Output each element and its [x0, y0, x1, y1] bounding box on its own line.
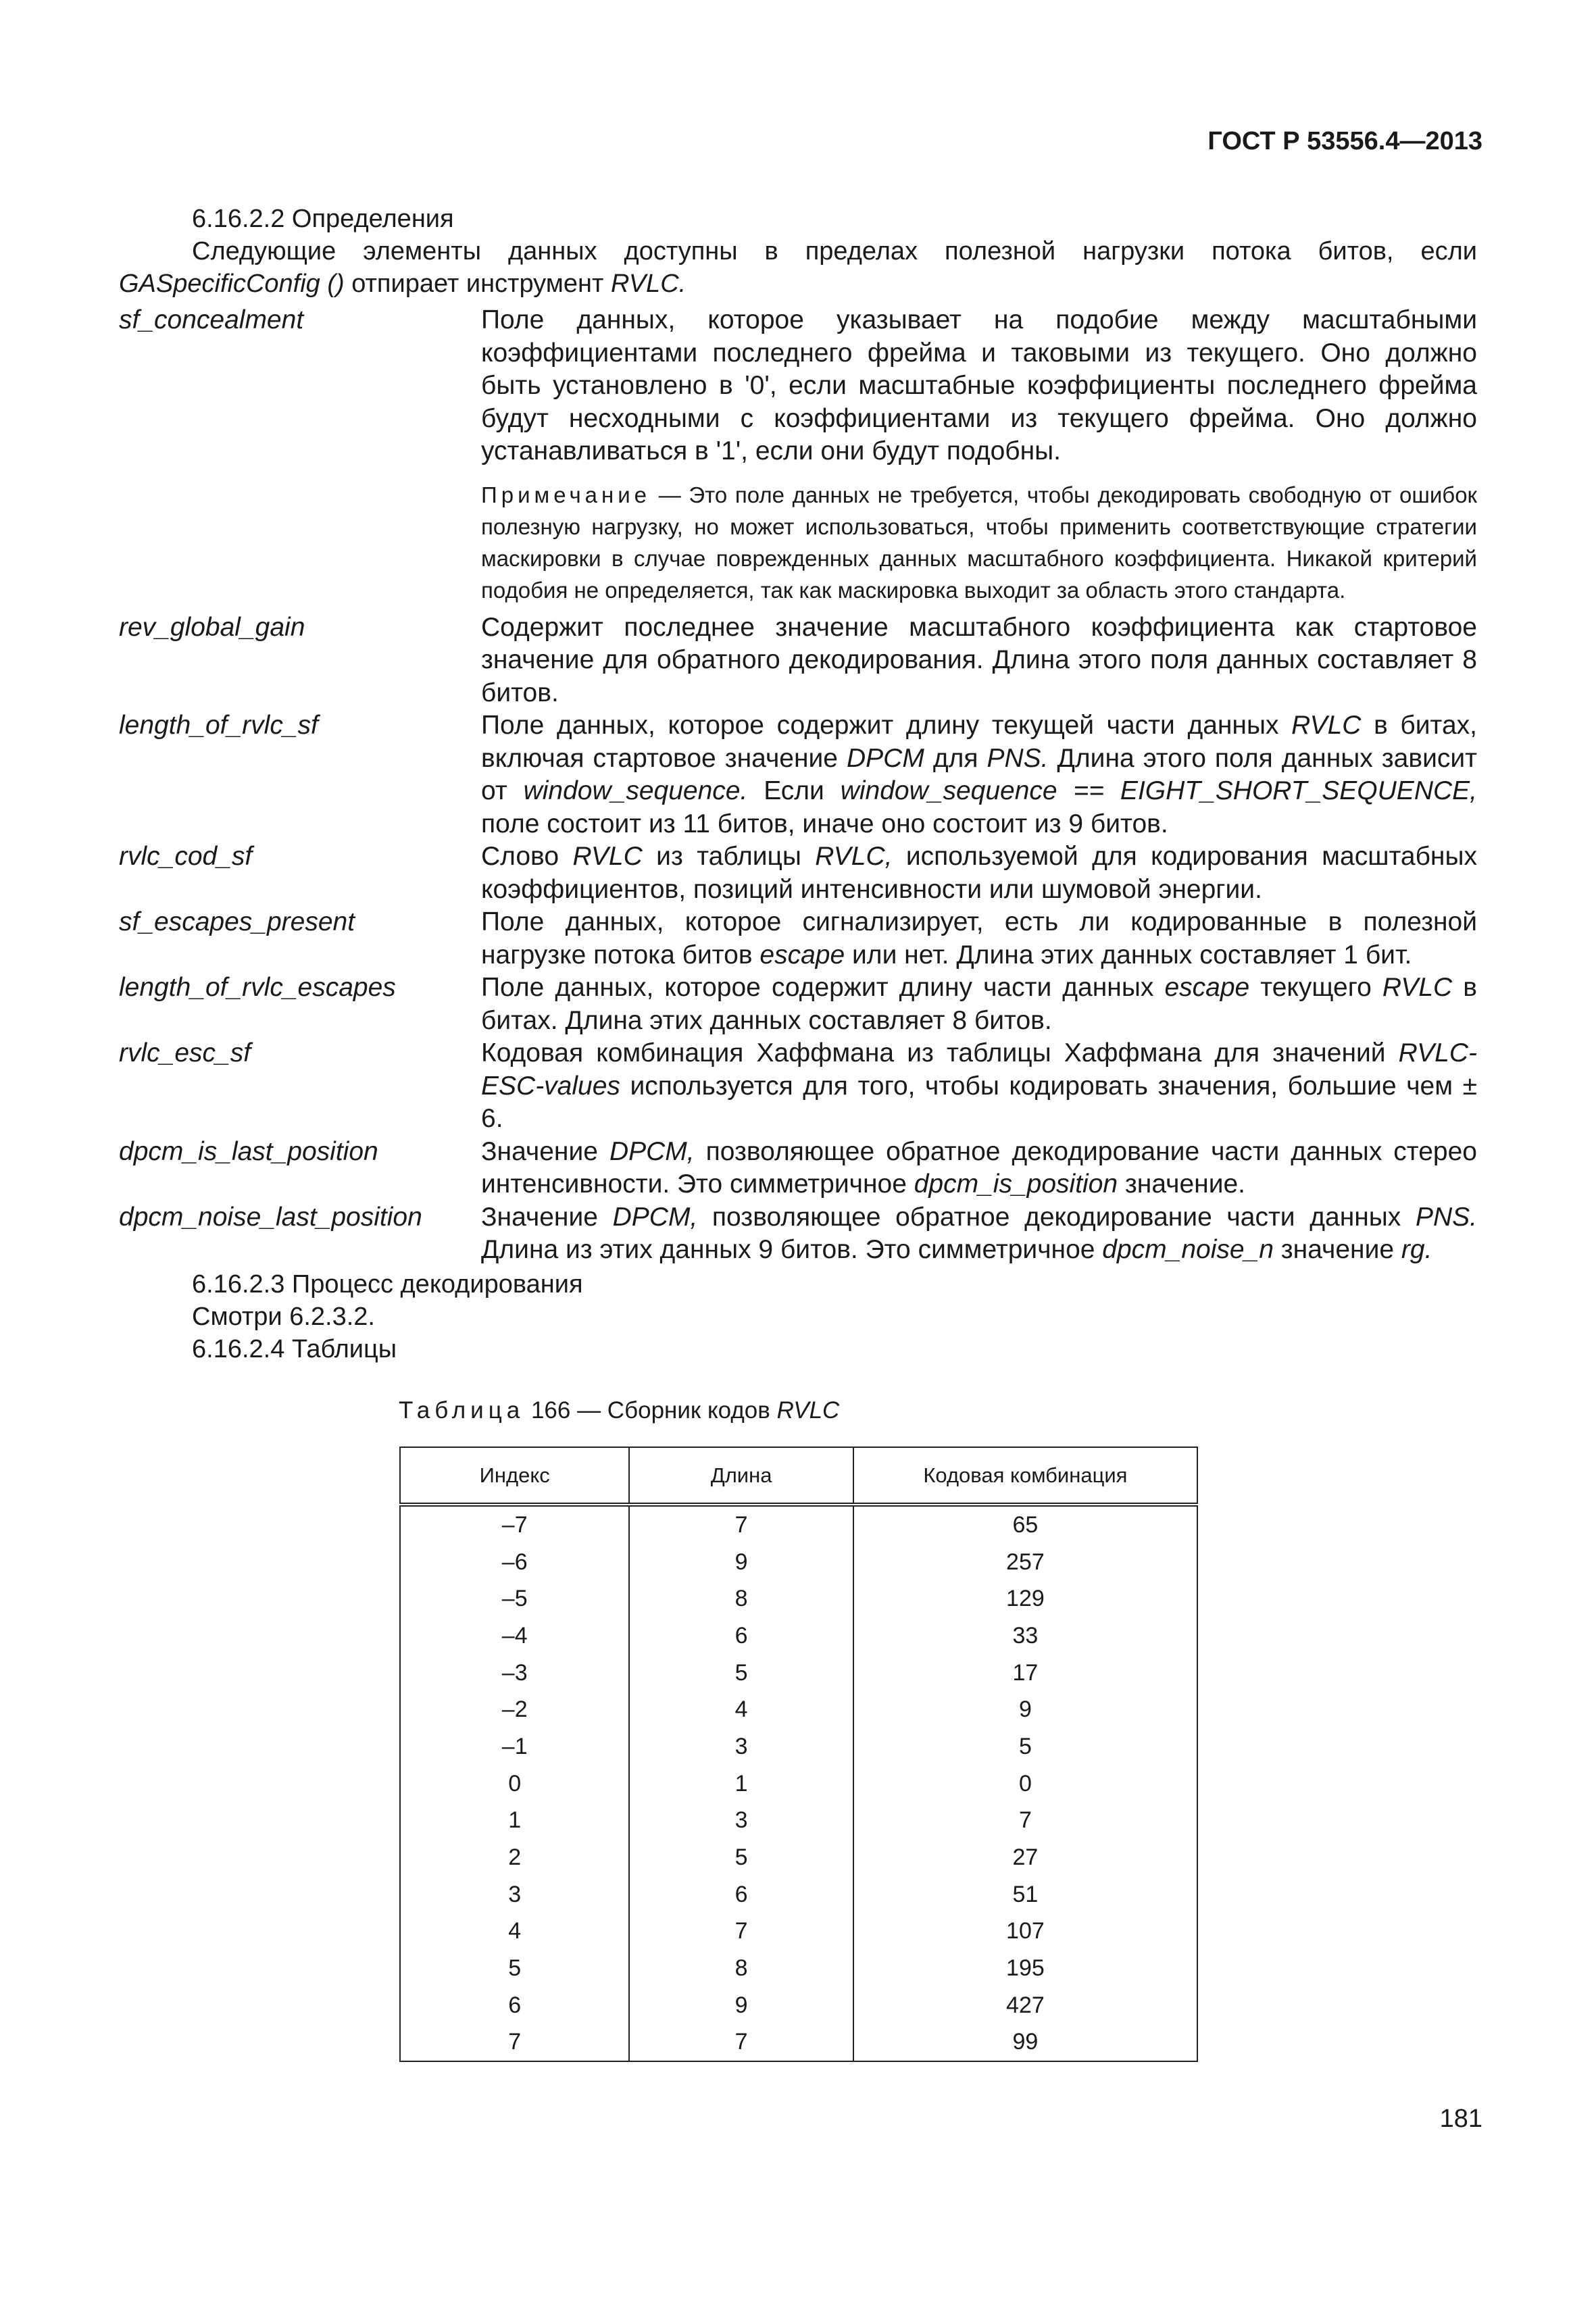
cell-codeword: 65	[853, 1505, 1197, 1544]
table-row	[400, 1876, 1197, 1913]
cell-codeword: 33	[853, 1617, 1197, 1655]
section-heading-decoding: 6.16.2.3 Процесс декодирования	[192, 1270, 583, 1299]
table-row	[400, 2024, 1197, 2062]
section-heading-tables: 6.16.2.4 Таблицы	[192, 1335, 397, 1363]
definition-rev-global-gain	[119, 611, 1477, 710]
definition-sf-concealment	[119, 304, 1477, 611]
term-dpcm-noise-last-position: dpcm_noise_last_position	[119, 1202, 422, 1232]
cell-codeword: 27	[853, 1839, 1197, 1876]
desc-dpcm-is-last-position: Значение DPCM, позволяющее обратное декодирование части данных стерео интенсивности. Это симметричное dpcm_is_position значение.	[481, 1136, 1477, 1199]
cell-index: –6	[400, 1544, 629, 1581]
desc-sf-escapes-present: Поле данных, которое сигнализирует, есть ли кодированные в полезной нагрузке потока битов escape или нет. Длина этих данных составляет 1 бит.	[481, 907, 1477, 970]
cell-length: 6	[629, 1876, 853, 1913]
cell-codeword: 0	[853, 1765, 1197, 1803]
cell-codeword: 99	[853, 2024, 1197, 2062]
desc-rev-global-gain: Содержит последнее значение масштабного коэффициента как стартовое значение для обратного декодирования. Длина этого поля данных составляет 8 битов.	[481, 612, 1477, 707]
cell-codeword: 7	[853, 1803, 1197, 1840]
cell-index: 1	[400, 1803, 629, 1840]
intro-paragraph: Следующие элементы данных доступны в пределах полезной нагрузки потока битов, если GASpecificConfig () отпирает инструмент RVLC.	[119, 237, 1477, 298]
section-heading-definitions: 6.16.2.2 Определения	[192, 205, 454, 233]
desc-rvlc-esc-sf: Кодовая комбинация Хаффмана из таблицы Хаффмана для значений RVLC-ESC-values используется для того, чтобы кодировать значения, большие чем ± 6.	[481, 1038, 1477, 1133]
table-row	[400, 1691, 1197, 1728]
table-row	[400, 1617, 1197, 1655]
definition-rvlc-cod-sf	[119, 840, 1477, 906]
term-length-of-rvlc-escapes: length_of_rvlc_escapes	[119, 973, 396, 1002]
cell-codeword: 17	[853, 1655, 1197, 1692]
cell-codeword: 129	[853, 1580, 1197, 1617]
cell-index: 3	[400, 1876, 629, 1913]
cell-index: –3	[400, 1655, 629, 1692]
cell-index: 5	[400, 1950, 629, 1987]
table-row	[400, 1839, 1197, 1876]
cell-index: 0	[400, 1765, 629, 1803]
cell-index: –1	[400, 1728, 629, 1765]
see-reference: Смотри 6.2.3.2.	[192, 1303, 375, 1331]
cell-index: –2	[400, 1691, 629, 1728]
table-row	[400, 1544, 1197, 1581]
table-row	[400, 1580, 1197, 1617]
definition-dpcm-is-last-position	[119, 1136, 1477, 1201]
table-row	[400, 1765, 1197, 1803]
cell-length: 7	[629, 2024, 853, 2062]
cell-length: 7	[629, 1913, 853, 1951]
table-row	[400, 1913, 1197, 1951]
cell-index: 2	[400, 1839, 629, 1876]
cell-index: 7	[400, 2024, 629, 2062]
cell-codeword: 427	[853, 1987, 1197, 2024]
header-codeword: Кодовая комбинация	[853, 1447, 1197, 1505]
cell-codeword: 195	[853, 1950, 1197, 1987]
definition-sf-escapes-present	[119, 906, 1477, 972]
cell-length: 5	[629, 1839, 853, 1876]
term-sf-concealment: sf_concealment	[119, 305, 304, 334]
term-rvlc-esc-sf: rvlc_esc_sf	[119, 1038, 251, 1067]
definition-rvlc-esc-sf	[119, 1037, 1477, 1136]
definition-length-of-rvlc-sf	[119, 709, 1477, 840]
cell-length: 3	[629, 1803, 853, 1840]
cell-codeword: 257	[853, 1544, 1197, 1581]
table-row	[400, 1803, 1197, 1840]
definitions-list	[119, 304, 1477, 1267]
rvlc-code-table	[399, 1447, 1198, 2062]
term-sf-escapes-present: sf_escapes_present	[119, 907, 355, 936]
cell-index: 6	[400, 1987, 629, 2024]
cell-codeword: 51	[853, 1876, 1197, 1913]
cell-index: 4	[400, 1913, 629, 1951]
cell-index: –4	[400, 1617, 629, 1655]
table-row	[400, 1728, 1197, 1765]
table-header-row	[400, 1447, 1197, 1505]
cell-codeword: 107	[853, 1913, 1197, 1951]
definition-length-of-rvlc-escapes	[119, 972, 1477, 1037]
header-length: Длина	[629, 1447, 853, 1505]
cell-length: 7	[629, 1505, 853, 1544]
term-length-of-rvlc-sf: length_of_rvlc_sf	[119, 711, 318, 740]
table-row	[400, 1655, 1197, 1692]
cell-length: 9	[629, 1544, 853, 1581]
term-dpcm-is-last-position: dpcm_is_last_position	[119, 1136, 378, 1166]
cell-length: 4	[629, 1691, 853, 1728]
table-caption: Таблица 166 — Сборник кодов RVLC	[399, 1397, 840, 1424]
cell-length: 1	[629, 1765, 853, 1803]
desc-sf-concealment: Поле данных, которое указывает на подобие между масштабными коэффициентами последнего фрейма и таковыми из текущего. Оно должно быть установлено в '0', если масштабные коэффициенты последнего фрейма будут несходными с коэффициентами из текущего фрейма. Оно должно устанавливаться в '1', если они будут подобны.	[481, 305, 1477, 466]
term-rvlc-cod-sf: rvlc_cod_sf	[119, 842, 253, 871]
note-sf-concealment: Примечание — Это поле данных не требуется, чтобы декодировать свободную от ошибок полезную нагрузку, но может использоваться, чтобы применить соответствующие стратегии маскировки в случае поврежденных данных масштабного коэффициента. Никакой критерий подобия не определяется, так как маскировка выходит за область этого стандарта.	[481, 482, 1477, 603]
standard-header: ГОСТ Р 53556.4—2013	[1207, 127, 1482, 155]
cell-codeword: 9	[853, 1691, 1197, 1728]
cell-index: –5	[400, 1580, 629, 1617]
header-index: Индекс	[400, 1447, 629, 1505]
cell-length: 9	[629, 1987, 853, 2024]
cell-length: 6	[629, 1617, 853, 1655]
term-rev-global-gain: rev_global_gain	[119, 612, 305, 642]
desc-rvlc-cod-sf: Слово RVLC из таблицы RVLC, используемой для кодирования масштабных коэффициентов, позиций интенсивности или шумовой энергии.	[481, 842, 1477, 904]
cell-length: 3	[629, 1728, 853, 1765]
desc-dpcm-noise-last-position: Значение DPCM, позволяющее обратное декодирование части данных PNS. Длина из этих данных 9 битов. Это симметричное dpcm_noise_n значение rg.	[481, 1202, 1477, 1264]
cell-length: 8	[629, 1950, 853, 1987]
desc-length-of-rvlc-escapes: Поле данных, которое содержит длину части данных escape текущего RVLC в битах. Длина этих данных составляет 8 битов.	[481, 973, 1477, 1035]
table-row	[400, 1987, 1197, 2024]
table-row	[400, 1505, 1197, 1544]
cell-length: 8	[629, 1580, 853, 1617]
page-number: 181	[1439, 2105, 1482, 2133]
cell-codeword: 5	[853, 1728, 1197, 1765]
cell-length: 5	[629, 1655, 853, 1692]
table-row	[400, 1950, 1197, 1987]
desc-length-of-rvlc-sf: Поле данных, которое содержит длину текущей части данных RVLC в битах, включая стартовое значение DPCM для PNS. Длина этого поля данных зависит от window_sequence. Если window_sequence == EIGHT_SHORT_SEQUENCE, поле состоит из 11 битов, иначе оно состоит из 9 битов.	[481, 711, 1478, 838]
definition-dpcm-noise-last-position	[119, 1201, 1477, 1267]
cell-index: –7	[400, 1505, 629, 1544]
